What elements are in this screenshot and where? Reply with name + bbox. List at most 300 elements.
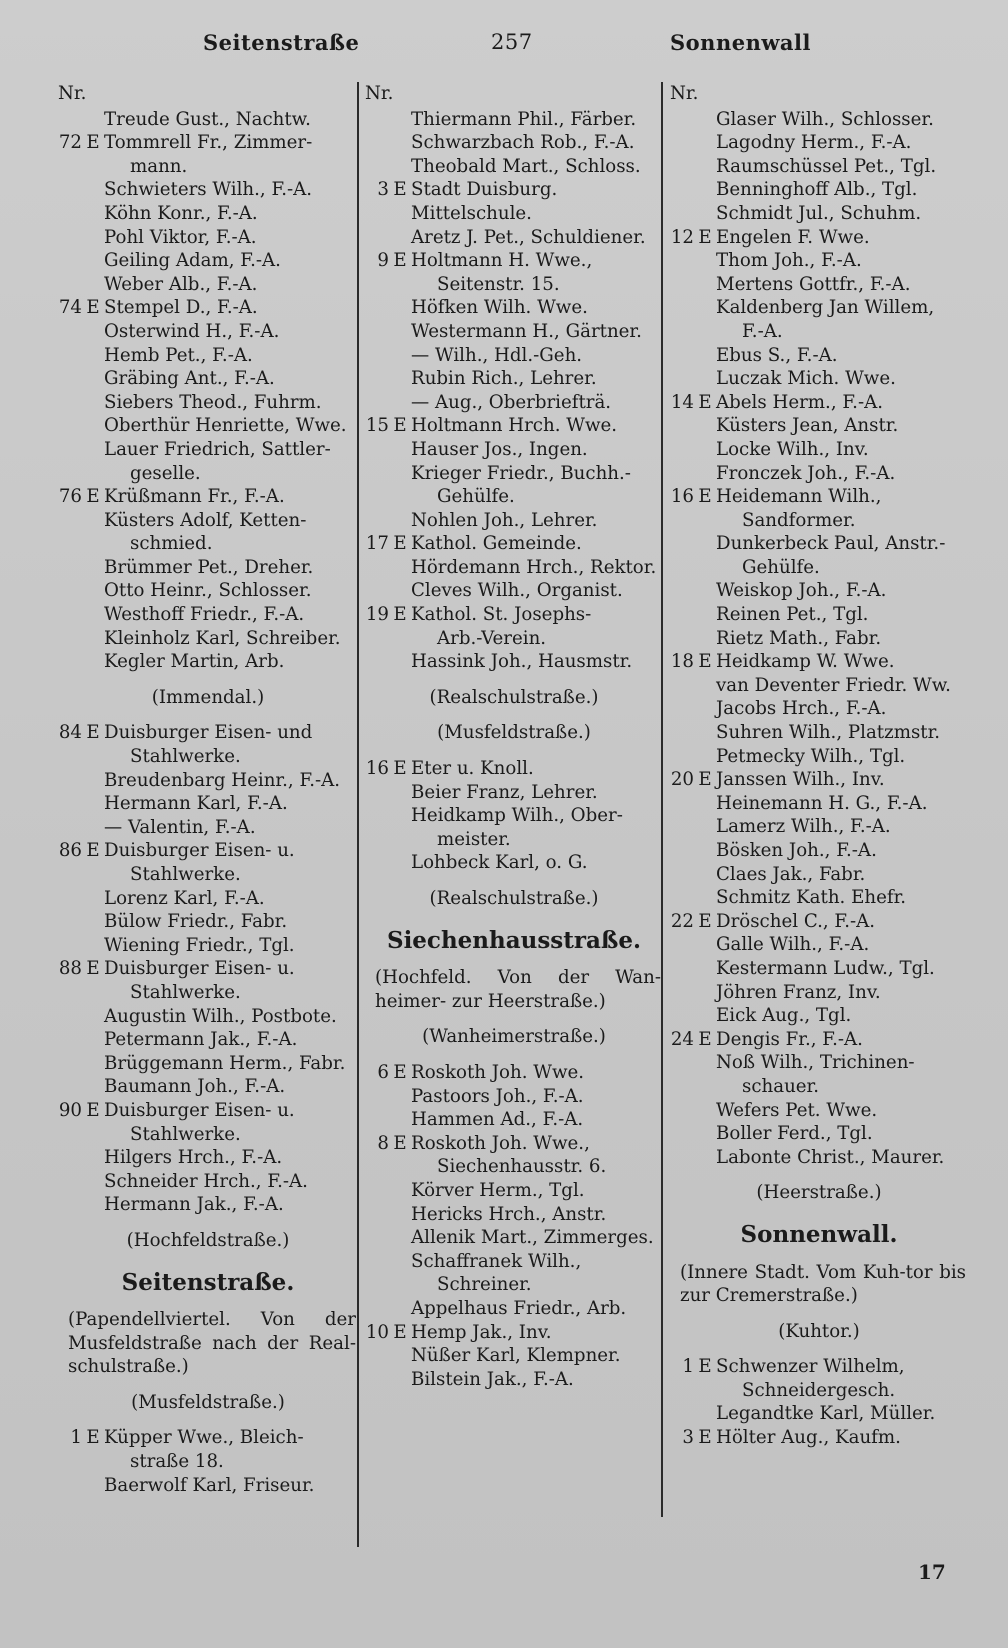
directory-entry <box>670 131 968 155</box>
house-number <box>365 1179 389 1203</box>
directory-entry <box>58 650 358 674</box>
directory-entry <box>670 627 968 651</box>
cross-street: (Realschulstraße.) <box>429 888 599 909</box>
directory-entry <box>58 344 358 368</box>
page-number: 257 <box>491 30 533 54</box>
owner-marker <box>82 1028 104 1052</box>
resident-text: Hassink Joh., Hausmstr. <box>411 651 633 673</box>
resident-text: Heinemann H. G., F.-A. <box>716 792 928 814</box>
house-number <box>670 863 694 887</box>
owner-marker <box>82 226 104 250</box>
owner-marker: E <box>86 722 100 744</box>
directory-entry <box>365 155 663 179</box>
house-number <box>670 674 694 698</box>
resident-text: Suhren Wilh., Platzmstr. <box>716 722 941 744</box>
resident-text: Dröschel C., F.-A. <box>716 910 876 932</box>
resident-text: Roskoth Joh. Wwe. <box>411 1061 585 1083</box>
resident-text: Baerwolf Karl, Friseur. <box>104 1474 315 1496</box>
owner-marker <box>694 815 716 839</box>
street-description: (Hochfeld. Von der Wan-heimer- zur Heerstraße.) <box>375 967 661 1012</box>
entry-continuation: meister. <box>437 828 511 850</box>
owner-marker <box>389 851 411 875</box>
house-number <box>670 438 694 462</box>
house-number: 72 <box>58 132 82 154</box>
resident-text: Schneider Hrch., F.-A. <box>104 1170 308 1192</box>
directory-entry <box>670 462 968 486</box>
owner-marker: E <box>86 958 100 980</box>
resident-text: Roskoth Joh. Wwe., <box>411 1132 590 1154</box>
directory-entry <box>670 1004 968 1028</box>
owner-marker <box>694 1004 716 1028</box>
resident-text: Hericks Hrch., Anstr. <box>411 1203 607 1225</box>
house-number <box>58 344 82 368</box>
cross-street: (Wanheimerstraße.) <box>422 1026 606 1048</box>
directory-entry <box>670 1426 968 1450</box>
owner-marker <box>82 202 104 226</box>
directory-entry <box>670 1355 968 1379</box>
directory-entry <box>670 768 968 792</box>
resident-text: Brüggemann Herm., Fabr. <box>104 1052 346 1074</box>
entry-continuation: Seitenstr. 15. <box>437 273 560 295</box>
resident-text: Schwenzer Wilhelm, <box>716 1356 905 1378</box>
owner-marker <box>694 792 716 816</box>
directory-entry <box>670 745 968 769</box>
header-left-street: Seitenstraße <box>203 30 360 55</box>
directory-entry <box>365 1297 663 1321</box>
resident-text: Bilstein Jak., F.-A. <box>411 1368 574 1390</box>
owner-marker <box>694 1402 716 1426</box>
owner-marker <box>389 226 411 250</box>
resident-text: Legandtke Karl, Müller. <box>716 1403 936 1425</box>
resident-text: Reinen Pet., Tgl. <box>716 604 869 626</box>
resident-text: Körver Herm., Tgl. <box>411 1179 585 1201</box>
resident-text: Hemp Jak., Inv. <box>411 1321 552 1343</box>
owner-marker <box>694 745 716 769</box>
owner-marker <box>82 273 104 297</box>
resident-text: Ebus S., F.-A. <box>716 344 838 366</box>
resident-text: Galle Wilh., F.-A. <box>716 934 870 956</box>
resident-text: Petmecky Wilh., Tgl. <box>716 745 906 767</box>
resident-text: Cleves Wilh., Organist. <box>411 580 623 602</box>
resident-text: Holtmann H. Wwe., <box>411 250 593 272</box>
resident-text: Hölter Aug., Kaufm. <box>716 1427 901 1449</box>
directory-entry <box>670 981 968 1005</box>
column-2 <box>365 82 663 1391</box>
directory-entry <box>670 1099 968 1123</box>
resident-text: Kegler Martin, Arb. <box>104 651 285 673</box>
owner-marker <box>82 556 104 580</box>
entry-list <box>670 108 968 1170</box>
house-number <box>58 769 82 793</box>
entry-continuation: Siechenhausstr. 6. <box>437 1156 607 1178</box>
resident-text: Küpper Wwe., Bleich- <box>104 1427 304 1449</box>
house-number <box>58 910 82 934</box>
owner-marker <box>389 296 411 320</box>
owner-marker <box>694 627 716 651</box>
resident-text: — Aug., Oberbriefträ. <box>411 391 612 413</box>
owner-marker <box>389 579 411 603</box>
directory-entry <box>58 792 358 816</box>
resident-text: Beier Franz, Lehrer. <box>411 781 598 803</box>
house-number <box>670 697 694 721</box>
directory-entry <box>670 1028 968 1052</box>
entry-continuation: Stahlwerke. <box>130 746 241 768</box>
resident-text: Noß Wilh., Trichinen- <box>716 1052 915 1074</box>
owner-marker: E <box>698 910 712 932</box>
entry-continuation: geselle. <box>130 462 201 484</box>
resident-text: Janssen Wilh., Inv. <box>716 769 885 791</box>
street-description: (Papendellviertel. Von der Musfeldstraße nach der Real-schulstraße.) <box>68 1309 356 1378</box>
owner-marker <box>389 438 411 462</box>
street-heading: Seitenstraße. <box>121 1268 295 1296</box>
resident-text: Hammen Ad., F.-A. <box>411 1109 584 1131</box>
owner-marker <box>694 532 716 556</box>
directory-entry <box>365 1179 663 1203</box>
owner-marker <box>694 933 716 957</box>
owner-marker <box>82 934 104 958</box>
directory-entry <box>365 414 663 438</box>
directory-entry <box>58 202 358 226</box>
owner-marker <box>694 131 716 155</box>
directory-entry <box>365 509 663 533</box>
owner-marker <box>82 910 104 934</box>
street-heading: Siechenhausstraße. <box>386 926 642 954</box>
directory-entry <box>58 769 358 793</box>
resident-text: Stadt Duisburg. <box>411 179 558 201</box>
owner-marker: E <box>698 486 712 508</box>
owner-marker <box>694 886 716 910</box>
directory-entry <box>365 851 663 875</box>
directory-entry <box>670 391 968 415</box>
entry-continuation: straße 18. <box>130 1451 224 1473</box>
house-number <box>365 344 389 368</box>
resident-text: Pastoors Joh., F.-A. <box>411 1085 584 1107</box>
owner-marker <box>694 108 716 132</box>
resident-text: van Deventer Friedr. Ww. <box>716 674 951 696</box>
resident-text: Schaffranek Wilh., <box>411 1250 582 1272</box>
house-number <box>365 131 389 155</box>
directory-entry <box>58 1099 358 1123</box>
header-right-street: Sonnenwall <box>670 30 811 55</box>
house-number: 24 <box>670 1028 694 1050</box>
resident-text: Bösken Joh., F.-A. <box>716 840 877 861</box>
resident-text: Höfken Wilh. Wwe. <box>411 297 588 319</box>
directory-entry <box>365 367 663 391</box>
directory-entry <box>58 934 358 958</box>
owner-marker <box>694 462 716 486</box>
directory-entry <box>365 1108 663 1132</box>
house-number: 3 <box>682 1427 694 1449</box>
owner-marker <box>389 1368 411 1392</box>
house-number <box>670 1051 694 1075</box>
house-number <box>670 792 694 816</box>
resident-text: Duisburger Eisen- u. <box>104 958 295 980</box>
house-number <box>670 603 694 627</box>
resident-text: Allenik Mart., Zimmerges. <box>411 1227 654 1249</box>
directory-entry <box>58 131 358 155</box>
owner-marker <box>694 296 716 320</box>
sheet-signature: 17 <box>918 1560 946 1584</box>
owner-marker <box>694 438 716 462</box>
owner-marker: E <box>86 1427 100 1449</box>
resident-text: Gräbing Ant., F.-A. <box>104 368 275 390</box>
owner-marker <box>82 650 104 674</box>
owner-marker <box>694 155 716 179</box>
house-number <box>670 367 694 391</box>
resident-text: Eter u. Knoll. <box>411 758 534 780</box>
directory-entry <box>58 1146 358 1170</box>
owner-marker: E <box>393 250 407 272</box>
directory-entry <box>670 1051 968 1075</box>
house-number <box>670 462 694 486</box>
entry-continuation: schmied. <box>130 533 213 555</box>
house-number: 1 <box>682 1356 694 1378</box>
owner-marker <box>82 367 104 391</box>
entry-list <box>365 108 663 674</box>
house-number <box>365 1250 389 1274</box>
house-number <box>58 320 82 344</box>
owner-marker: E <box>698 651 712 673</box>
resident-text: Duisburger Eisen- u. <box>104 840 295 862</box>
house-number: 16 <box>365 758 389 780</box>
owner-marker: E <box>393 1321 407 1343</box>
house-number <box>670 1004 694 1028</box>
directory-entry <box>365 1344 663 1368</box>
house-number <box>58 391 82 415</box>
directory-entry <box>58 1474 358 1498</box>
house-number <box>670 933 694 957</box>
resident-text: Hauser Jos., Ingen. <box>411 438 588 460</box>
resident-text: Küsters Adolf, Ketten- <box>104 509 307 531</box>
entry-continuation: Arb.-Verein. <box>437 627 547 649</box>
house-number: 18 <box>670 651 694 673</box>
house-number <box>58 603 82 627</box>
resident-text: Nohlen Joh., Lehrer. <box>411 509 598 531</box>
resident-text: Schwarzbach Rob., F.-A. <box>411 132 635 154</box>
directory-entry <box>365 1132 663 1156</box>
entry-continuation: Stahlwerke. <box>130 1123 241 1145</box>
house-number <box>670 721 694 745</box>
house-number <box>365 804 389 828</box>
house-number <box>365 202 389 226</box>
entry-list <box>365 757 663 875</box>
directory-entry <box>670 579 968 603</box>
directory-entry <box>58 320 358 344</box>
house-number <box>58 579 82 603</box>
house-number <box>365 462 389 486</box>
house-number <box>58 178 82 202</box>
house-number <box>670 202 694 226</box>
house-number <box>58 934 82 958</box>
house-number <box>670 273 694 297</box>
house-number <box>670 815 694 839</box>
owner-marker: E <box>698 226 712 248</box>
house-number <box>58 1075 82 1099</box>
directory-entry <box>58 839 358 863</box>
entry-list <box>365 1061 663 1391</box>
owner-marker <box>389 202 411 226</box>
owner-marker <box>694 273 716 297</box>
house-number <box>58 792 82 816</box>
house-number <box>365 1108 389 1132</box>
directory-entry <box>670 249 968 273</box>
owner-marker <box>82 1146 104 1170</box>
owner-marker: E <box>698 1427 712 1449</box>
owner-marker <box>82 887 104 911</box>
house-number: 9 <box>377 250 389 272</box>
house-number <box>58 1052 82 1076</box>
entry-continuation: schauer. <box>742 1075 820 1097</box>
owner-marker <box>694 202 716 226</box>
directory-entry <box>365 320 663 344</box>
directory-entry <box>365 579 663 603</box>
directory-entry <box>670 226 968 250</box>
directory-entry <box>670 863 968 887</box>
house-number <box>58 438 82 462</box>
entry-continuation: Schreiner. <box>437 1274 532 1296</box>
owner-marker <box>694 414 716 438</box>
owner-marker <box>82 627 104 651</box>
page-header <box>0 30 1008 64</box>
cross-street: (Musfeldstraße.) <box>131 1391 285 1413</box>
owner-marker <box>82 603 104 627</box>
resident-text: Hermann Karl, F.-A. <box>104 793 288 815</box>
owner-marker <box>694 1099 716 1123</box>
directory-entry <box>670 532 968 556</box>
cross-street: (Musfeldstraße.) <box>437 722 591 744</box>
house-number <box>58 226 82 250</box>
house-number <box>670 249 694 273</box>
house-number <box>58 273 82 297</box>
owner-marker <box>389 556 411 580</box>
resident-text: Duisburger Eisen- und <box>104 722 313 744</box>
house-number: 88 <box>58 958 82 980</box>
house-number: 22 <box>670 910 694 932</box>
house-number <box>365 296 389 320</box>
directory-entry <box>58 273 358 297</box>
directory-entry <box>58 556 358 580</box>
owner-marker <box>389 804 411 828</box>
directory-entry <box>670 414 968 438</box>
owner-marker <box>389 1085 411 1109</box>
directory-entry <box>365 344 663 368</box>
house-number: 16 <box>670 486 694 508</box>
entry-continuation: Gehülfe. <box>742 556 820 578</box>
resident-text: Schmidt Jul., Schuhm. <box>716 202 922 224</box>
entry-list <box>58 108 358 674</box>
resident-text: Wiening Friedr., Tgl. <box>104 934 295 956</box>
resident-text: Fronczek Joh., F.-A. <box>716 462 896 484</box>
house-number <box>365 391 389 415</box>
resident-text: Kathol. St. Josephs- <box>411 604 592 626</box>
directory-entry <box>58 438 358 462</box>
resident-text: Otto Heinr., Schlosser. <box>104 580 312 602</box>
directory-entry <box>365 178 663 202</box>
resident-text: Lohbeck Karl, o. G. <box>411 852 588 874</box>
directory-entry <box>58 249 358 273</box>
owner-marker <box>82 320 104 344</box>
owner-marker: E <box>86 132 100 154</box>
resident-text: Oberthür Henriette, Wwe. <box>104 415 347 437</box>
directory-entry <box>58 485 358 509</box>
house-number <box>365 781 389 805</box>
house-number: 3 <box>377 179 389 201</box>
directory-entry <box>365 438 663 462</box>
house-number: 86 <box>58 840 82 862</box>
directory-entry <box>670 202 968 226</box>
resident-text: Lamerz Wilh., F.-A. <box>716 816 891 838</box>
resident-text: Duisburger Eisen- u. <box>104 1099 295 1121</box>
resident-text: Nüßer Karl, Klempner. <box>411 1345 621 1367</box>
directory-entry <box>670 485 968 509</box>
house-number <box>365 1085 389 1109</box>
resident-text: Baumann Joh., F.-A. <box>104 1076 286 1098</box>
owner-marker <box>82 391 104 415</box>
house-number <box>365 851 389 875</box>
house-number: 14 <box>670 391 694 413</box>
house-number <box>365 1226 389 1250</box>
owner-marker <box>82 414 104 438</box>
house-number <box>670 627 694 651</box>
street-heading: Sonnenwall. <box>740 1220 898 1248</box>
house-number <box>365 1203 389 1227</box>
owner-marker <box>694 579 716 603</box>
owner-marker <box>389 367 411 391</box>
house-number <box>670 344 694 368</box>
house-number <box>670 981 694 1005</box>
resident-text: Claes Jak., Fabr. <box>716 863 866 885</box>
directory-entry <box>365 1250 663 1274</box>
resident-text: Köhn Konr., F.-A. <box>104 202 258 224</box>
resident-text: Kathol. Gemeinde. <box>411 533 582 555</box>
resident-text: Engelen F. Wwe. <box>716 226 870 248</box>
directory-entry <box>58 296 358 320</box>
directory-entry <box>365 1085 663 1109</box>
owner-marker: E <box>393 1061 407 1083</box>
house-number: 90 <box>58 1099 82 1121</box>
owner-marker <box>389 1297 411 1321</box>
resident-text: Augustin Wilh., Postbote. <box>104 1005 337 1027</box>
directory-entry <box>58 957 358 981</box>
house-number <box>58 650 82 674</box>
owner-marker <box>82 579 104 603</box>
directory-entry <box>58 1005 358 1029</box>
resident-text: Hemb Pet., F.-A. <box>104 344 253 366</box>
directory-entry <box>365 532 663 556</box>
directory-entry <box>365 296 663 320</box>
house-number: 76 <box>58 486 82 508</box>
resident-text: Siebers Theod., Fuhrm. <box>104 391 322 413</box>
house-number <box>670 886 694 910</box>
house-number <box>670 839 694 863</box>
directory-entry <box>365 1321 663 1345</box>
house-number <box>58 1170 82 1194</box>
owner-marker: E <box>698 1028 712 1050</box>
resident-text: Eick Aug., Tgl. <box>716 1005 852 1027</box>
owner-marker <box>694 344 716 368</box>
owner-marker: E <box>393 179 407 201</box>
directory-entry <box>670 650 968 674</box>
directory-entry <box>58 509 358 533</box>
entry-continuation: mann. <box>130 155 188 177</box>
resident-text: Thom Joh., F.-A. <box>716 250 862 272</box>
house-number: 15 <box>365 415 389 437</box>
directory-entry <box>58 1028 358 1052</box>
column-label: Nr. <box>670 83 699 104</box>
resident-text: — Wilh., Hdl.-Geh. <box>411 344 583 366</box>
column-label: Nr. <box>365 83 394 104</box>
directory-entry <box>670 721 968 745</box>
